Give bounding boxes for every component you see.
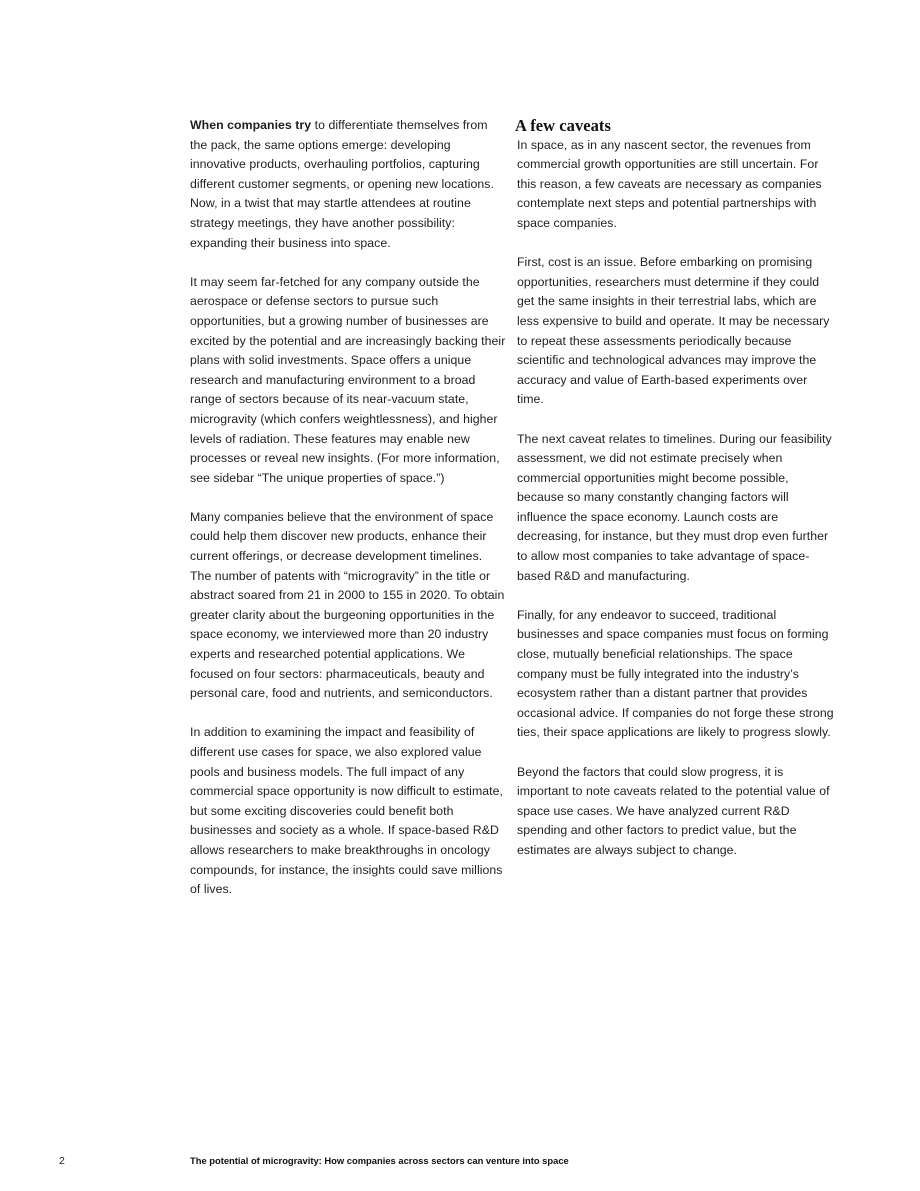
page-number: 2 xyxy=(59,1155,65,1167)
intro-rest: to differentiate themselves from the pack, the same options emerge: developing innovative products, overhauling portfolios, capturing different customer segments, or opening new locations. Now, in a twist that may startle attendees at routine strategy meetings, they have another possibility: expanding their business into space. xyxy=(190,118,494,250)
body-paragraph: In addition to examining the impact and feasibility of different use cases for space, we also explored value pools and business models. The full impact of any commercial space opportunity is now difficult to estimate, but some exciting discoveries could benefit both businesses and society as a whole. If space-based R&D allows researchers to make breakthroughs in oncology compounds, for instance, the insights could save millions of lives. xyxy=(190,725,503,897)
section-heading: A few caveats xyxy=(515,116,611,135)
intro-lead: When companies try xyxy=(190,118,312,132)
left-column xyxy=(190,116,506,919)
body-paragraph: First, cost is an issue. Before embarking on promising opportunities, researchers must determine if they could get the same insights in their terrestrial labs, which are less expensive to build and operate. It may be necessary to repeat these assessments periodically because scientific and technological advances may improve the accuracy and value of Earth-based experiments over time. xyxy=(517,255,830,407)
footer-title: The potential of microgravity: How companies across sectors can venture into space xyxy=(190,1155,569,1166)
body-paragraph: In space, as in any nascent sector, the revenues from commercial growth opportunities are still uncertain. For this reason, a few caveats are necessary as companies contemplate next steps and potential partnerships with space companies. xyxy=(517,137,822,230)
body-paragraph: Beyond the factors that could slow progress, it is important to note caveats related to the potential value of space use cases. We have analyzed current R&D spending and other factors to predict value, but the estimates are always subject to change. xyxy=(517,764,830,857)
right-column xyxy=(517,116,835,880)
body-paragraph: It may seem far-fetched for any company outside the aerospace or defense sectors to pursue such opportunities, but a growing number of businesses are excited by the potential and are increasingly backing their plans with solid investments. Space offers a unique research and manufacturing environment to a broad range of sectors because of its near-vacuum state, microgravity (which confers weightlessness), and higher levels of radiation. These features may enable new processes or reveal new insights. (For more information, see sidebar “The unique properties of space.”) xyxy=(190,274,506,485)
body-paragraph: The next caveat relates to timelines. During our feasibility assessment, we did not estimate precisely when commercial opportunities might become possible, because so many constantly changing factors will influence the space economy. Launch costs are decreasing, for instance, but they must drop even further to allow most companies to take advantage of space-based R&D and manufacturing. xyxy=(517,431,832,583)
intro-paragraph xyxy=(190,116,506,253)
body-paragraph: Many companies believe that the environment of space could help them discover new products, enhance their current offerings, or decrease development timelines. The number of patents with “microgravity” in the title or abstract soared from 21 in 2000 to 155 in 2020. To obtain greater clarity about the burgeoning opportunities in the space economy, we interviewed more than 20 industry experts and researched potential applications. We focused on four sectors: pharmaceuticals, beauty and personal care, food and nutrients, and semiconductors. xyxy=(190,509,505,701)
body-paragraph: Finally, for any endeavor to succeed, traditional businesses and space companies must focus on forming close, mutually beneficial relationships. The space company must be fully integrated into the industry’s ecosystem rather than a distant partner that provides occasional advice. If companies do not forge these strong ties, their space applications are likely to progress slowly. xyxy=(517,607,834,740)
